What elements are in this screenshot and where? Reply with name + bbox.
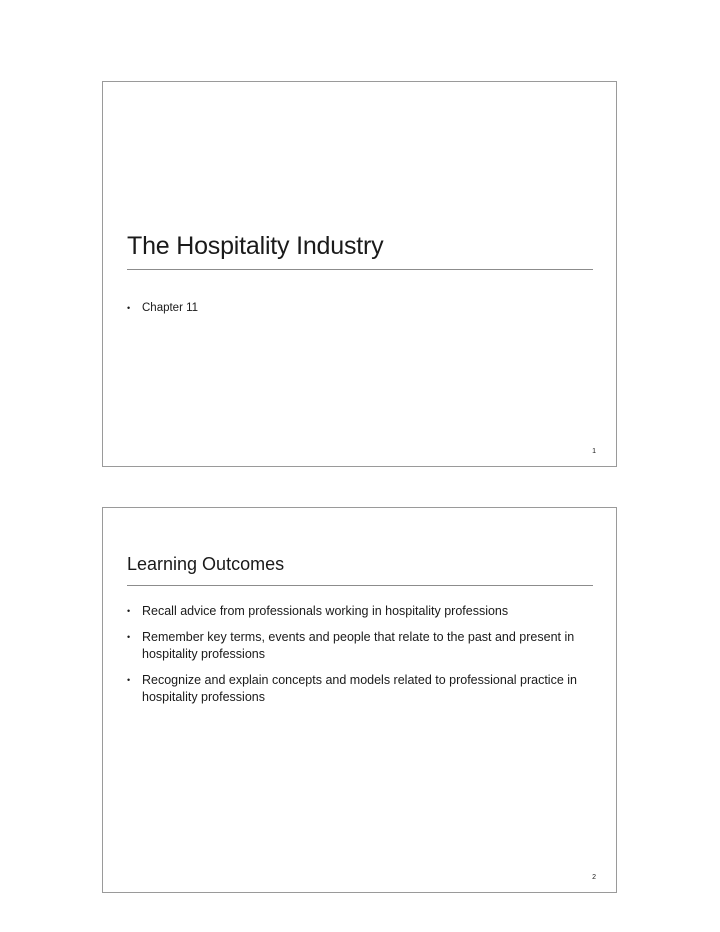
bullet-text: Recall advice from professionals working in hospitality professions (142, 604, 509, 618)
slide-title: The Hospitality Industry (127, 232, 384, 260)
bullet-item (127, 629, 597, 663)
bullet-text: Chapter 11 (142, 302, 199, 314)
bullet-item (127, 300, 597, 317)
bullet-item (127, 603, 597, 620)
bullet-icon: • (127, 675, 131, 685)
bullet-text: Recognize and explain concepts and models related to professional practice in hospitality professions (142, 673, 577, 704)
page-number: 1 (592, 448, 596, 455)
bullet-item (127, 672, 597, 706)
slide-1 (102, 81, 617, 467)
bullet-text: Remember key terms, events and people that relate to the past and present in hospitality professions (142, 630, 575, 661)
bullet-list (127, 603, 597, 715)
bullet-list (127, 300, 597, 326)
bullet-icon: • (127, 303, 131, 313)
page-number: 2 (592, 874, 596, 881)
title-divider (127, 269, 593, 270)
title-divider (127, 585, 593, 586)
slide-title: Learning Outcomes (127, 554, 285, 574)
slide-2 (102, 507, 617, 893)
bullet-icon: • (127, 606, 131, 616)
bullet-icon: • (127, 632, 131, 642)
